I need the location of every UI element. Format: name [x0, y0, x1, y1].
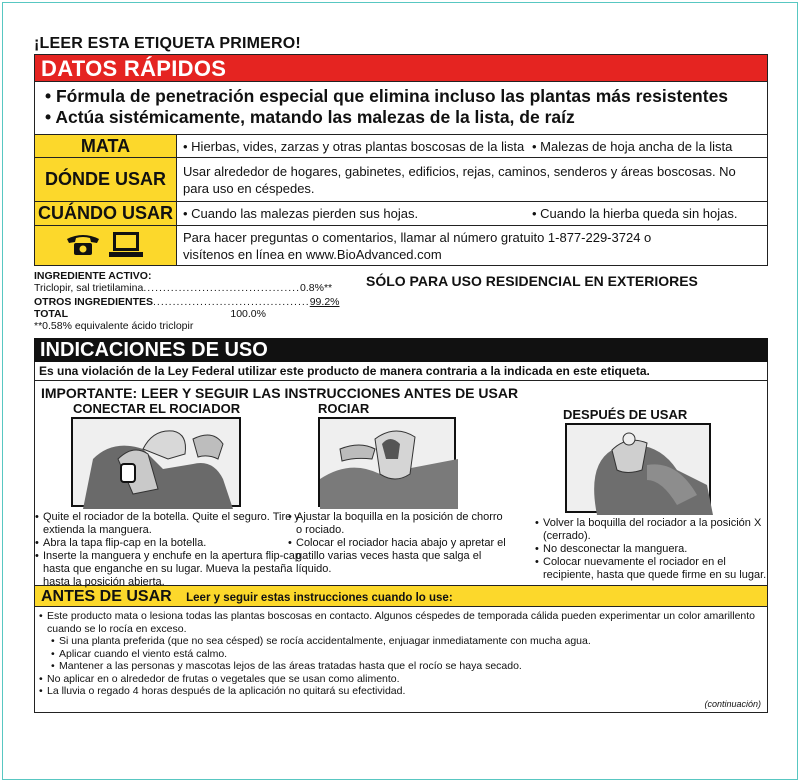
- total-label: TOTAL: [34, 308, 69, 320]
- donde-label: DÓNDE USAR: [35, 158, 177, 202]
- list-item: • Colocar nuevamente el rociador en el recipiente, hasta que quede firme en su lugar.: [535, 556, 767, 582]
- before-use-title: ANTES DE USAR: [41, 588, 172, 605]
- after-use-instructions: [535, 517, 767, 582]
- list-item: • La lluvia o regado 4 horas después de la aplicación no quitará su efectividad.: [39, 685, 763, 698]
- total-value: 100.0%: [230, 308, 266, 320]
- donde-row: [35, 158, 768, 202]
- mata-row: [35, 135, 768, 158]
- list-item: • Quite el rociador de la botella. Quite el seguro. Tire y extienda la manguera.: [35, 511, 315, 537]
- quick-facts-header: DATOS RÁPIDOS: [34, 54, 768, 81]
- ingredients-section: INGREDIENTE ACTIVO: Triclopir, sal trietilamina ........................................ 0.8%** OTROS INGREDIENTES ........................................ 99.2% TOTAL 100.0% **0.58% equivalente ácido triclopir SÓLO PARA USO RESIDENCIAL EN EXTERIORES: [34, 270, 698, 332]
- quick-facts-features: [34, 81, 768, 134]
- sprayer-steps: [35, 401, 767, 588]
- mata-label: MATA: [35, 135, 177, 158]
- mata-text-1: • Hierbas, vides, zarzas y otras plantas boscosas de la lista: [183, 138, 525, 154]
- list-item: • Mantener a las personas y mascotas lejos de las áreas tratadas hasta que el rocío se haya secado.: [39, 660, 763, 673]
- contact-icons: [35, 226, 177, 266]
- spray-instructions: [288, 511, 508, 576]
- other-ingredients-value: 99.2%: [309, 296, 340, 308]
- read-label-first-title: ¡LEER ESTA ETIQUETA PRIMERO!: [34, 35, 301, 52]
- list-item: • No aplicar en o alrededor de frutas o vegetales que se usan como alimento.: [39, 673, 763, 686]
- after-use-illustration: [565, 423, 711, 513]
- continuation-note: (continuación): [704, 698, 761, 709]
- telephone-icon: [67, 235, 99, 255]
- list-item: • No desconectar la manguera.: [535, 543, 767, 556]
- list-item: • Abra la tapa flip-cap en la botella.: [35, 537, 315, 550]
- connect-instructions: [35, 511, 315, 589]
- other-ingredients-header: OTROS INGREDIENTES: [34, 296, 154, 308]
- directions-header: INDICACIONES DE USO: [34, 338, 768, 362]
- list-item: • Colocar el rociador hacia abajo y apretar el gatillo varias veces hasta que salga el líquido.: [288, 537, 508, 576]
- cuando-row: [35, 202, 768, 226]
- mata-text-2: • Malezas de hoja ancha de la lista: [532, 138, 733, 154]
- connect-sprayer-illustration: [71, 417, 241, 507]
- feature-line: • Actúa sistémicamente, matando las malezas de la lista, de raíz: [45, 107, 575, 127]
- spray-illustration: [318, 417, 456, 507]
- directions-box: [34, 362, 768, 713]
- step-heading: CONECTAR EL ROCIADOR: [73, 401, 241, 416]
- federal-law-notice: Es una violación de la Ley Federal utilizar este producto de manera contraria a la indicada en este etiqueta.: [35, 362, 767, 381]
- cuando-label: CUÁNDO USAR: [35, 202, 177, 226]
- contact-line-2: visítenos en línea en www.BioAdvanced.com: [183, 246, 442, 262]
- cuando-text-1: • Cuando las malezas pierden sus hojas.: [183, 206, 419, 221]
- list-item: • Volver la boquilla del rociador a la posición X (cerrado).: [535, 517, 767, 543]
- list-item: • Este producto mata o lesiona todas las plantas boscosas en contacto. Algunos céspedes de temporada cálida pueden experimentar un color amarillento cuando se lo rocía en exceso.: [39, 610, 763, 635]
- feature-line: • Fórmula de penetración especial que elimina incluso las plantas más resistentes: [45, 86, 729, 106]
- quick-facts-table: [34, 134, 768, 266]
- residential-use-notice: SÓLO PARA USO RESIDENCIAL EN EXTERIORES: [366, 273, 698, 289]
- list-item: • Ajustar la boquilla en la posición de chorro o rociado.: [288, 511, 508, 537]
- step-heading: DESPUÉS DE USAR: [563, 407, 688, 422]
- computer-icon: [109, 232, 143, 257]
- active-ingredient-header: INGREDIENTE ACTIVO:: [34, 270, 152, 282]
- cuando-text-2: • Cuando la hierba queda sin hojas.: [532, 206, 738, 221]
- before-use-list: [35, 607, 767, 698]
- active-ingredient-name: Triclopir, sal trietilamina: [34, 282, 144, 294]
- contact-row: [35, 226, 768, 266]
- active-ingredient-value: 0.8%**: [300, 282, 333, 294]
- list-item: • Aplicar cuando el viento está calmo.: [39, 648, 763, 661]
- product-label: [34, 34, 768, 713]
- step-heading: ROCIAR: [318, 401, 370, 416]
- before-use-section: [35, 607, 767, 712]
- ingredient-footnote: **0.58% equivalente ácido triclopir: [34, 320, 194, 332]
- list-item: • Si una planta preferida (que no sea césped) se rocía accidentalmente, enjuagar inmediatamente con mucha agua.: [39, 635, 763, 648]
- list-item: • Inserte la manguera y enchufe en la apertura flip-cap hasta que enganche en su lugar. Mueva la pestaña hasta la posición abierta.: [35, 550, 315, 589]
- before-use-subtitle: Leer y seguir estas instrucciones cuando lo use:: [186, 592, 453, 604]
- donde-text: Usar alrededor de hogares, gabinetes, edificios, rejas, caminos, senderos y áreas boscosas. No para uso en céspedes.: [177, 158, 768, 202]
- important-notice: IMPORTANTE: LEER Y SEGUIR LAS INSTRUCCIONES ANTES DE USAR: [41, 385, 519, 401]
- contact-line-1: Para hacer preguntas o comentarios, llamar al número gratuito 1-877-229-3724 o: [183, 229, 652, 245]
